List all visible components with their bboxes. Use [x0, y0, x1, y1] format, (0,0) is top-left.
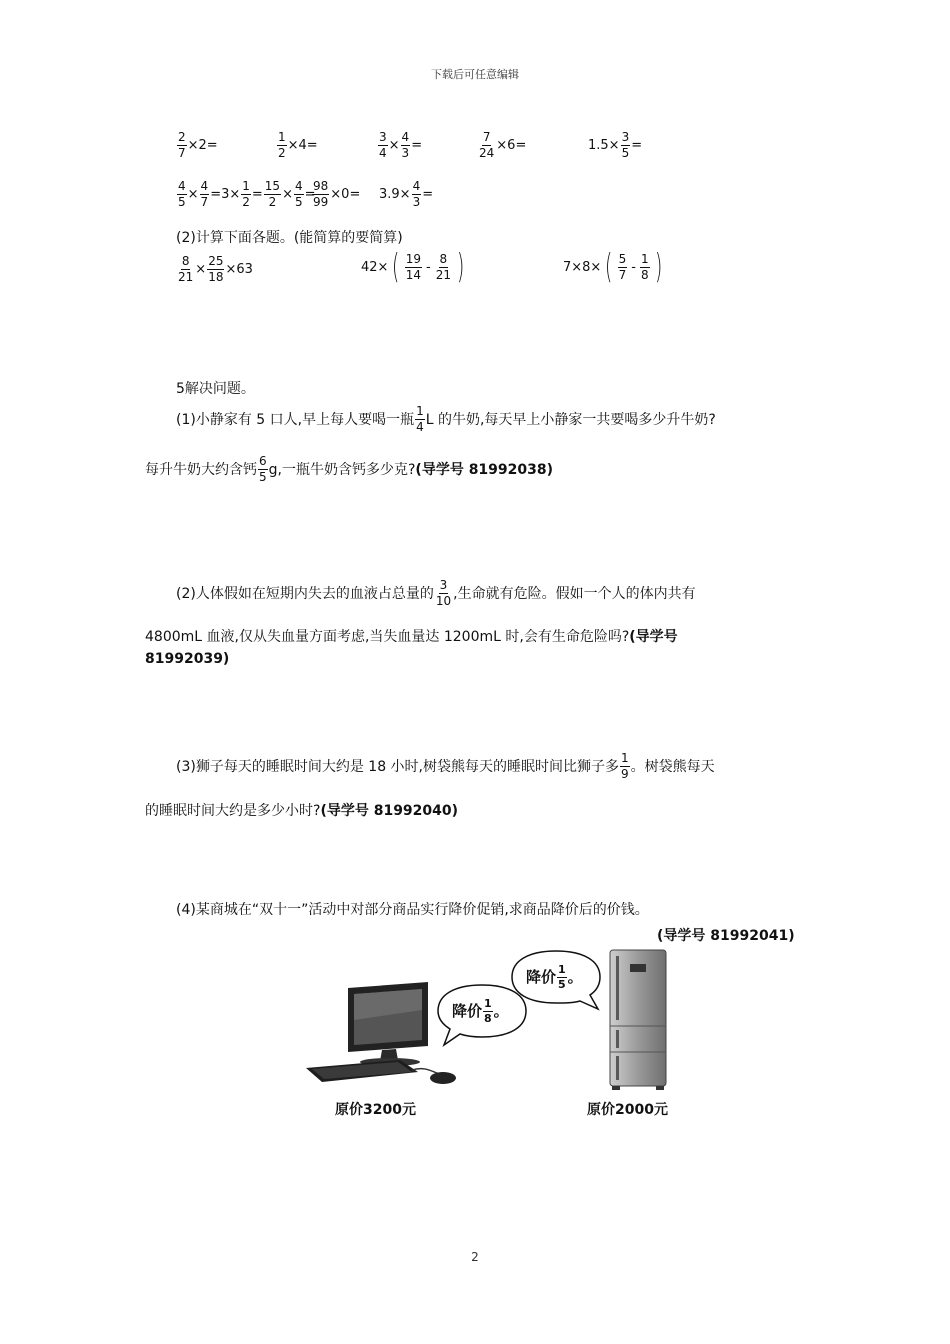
fraction: $\frac{4}{5}$	[178, 179, 186, 209]
fraction: $\frac{98}{99}$	[313, 179, 329, 209]
fraction: $\frac{1}{9}$	[621, 751, 629, 781]
problem-4-line-1: (4)某商城在“双十一”活动中对部分商品实行降价促销,求商品降价后的价钱。	[176, 902, 649, 918]
fraction: $\frac{3}{4}$	[379, 130, 387, 160]
calc-item: $\frac{7}{24}$ ×6=	[479, 130, 527, 160]
fraction: $\frac{4}{5}$	[294, 179, 303, 209]
fraction: $\frac{1}{4}$	[416, 404, 424, 434]
computer-bubble-text: 降价 $\frac{1}{8}$ 。	[452, 997, 509, 1025]
fraction: $\frac{7}{24}$	[479, 130, 495, 160]
fraction: $\frac{5}{7}$	[618, 251, 627, 282]
section-title: (2)计算下面各题。(能简算的要简算)	[176, 230, 403, 246]
problem-3-line-2: 的睡眠时间大约是多少小时?(导学号 81992040)	[145, 803, 459, 819]
problem-3-line-1: (3)狮子每天的睡眠时间大约是 18 小时,树袋熊每天的睡眠时间比狮子多 $\frac{1}{9}$ 。树袋熊每天	[176, 751, 715, 781]
fraction: $\frac{1}{8}$	[484, 997, 492, 1025]
fraction: $\frac{4}{3}$	[412, 179, 421, 209]
fraction: $\frac{19}{14}$	[405, 251, 421, 282]
calc-item: $\frac{2}{7}$ ×2=	[178, 130, 218, 160]
problem-2-line-1: (2)人体假如在短期内失去的血液占总量的 $\frac{3}{10}$ ,生命就有危险。假如一个人的体内共有	[176, 578, 696, 608]
calc-item: 7×8× ( $\frac{5}{7}$ - $\frac{1}{8}$ )	[563, 247, 662, 287]
fraction: $\frac{25}{18}$	[208, 254, 224, 284]
calc-item: 1.5× $\frac{3}{5}$ =	[588, 130, 643, 160]
refrigerator-illustration	[606, 948, 672, 1092]
calc-item: $\frac{8}{21}$ × $\frac{25}{18}$ ×63	[178, 254, 253, 284]
fraction: $\frac{1}{2}$	[242, 179, 250, 209]
calc-item: $\frac{98}{99}$ ×0=	[313, 179, 361, 209]
problem-2-line-2: 4800mL 血液,仅从失血量方面考虑,当失血量达 1200mL 时,会有生命危险吗?(导学号	[145, 629, 678, 645]
fraction: $\frac{1}{5}$	[558, 963, 566, 991]
fraction: $\frac{15}{2}$	[264, 179, 281, 209]
fraction: $\frac{3}{5}$	[621, 130, 630, 160]
computer-price-caption: 原价3200元	[335, 1102, 416, 1118]
calc-item: 42× ( $\frac{19}{14}$ - $\frac{8}{21}$ )	[361, 247, 465, 287]
fraction: $\frac{8}{21}$	[178, 254, 194, 284]
fraction: $\frac{4}{3}$	[401, 130, 410, 160]
fraction: $\frac{3}{10}$	[435, 578, 452, 608]
problem-1-line-2: 每升牛奶大约含钙 $\frac{6}{5}$ g,一瓶牛奶含钙多少克? (导学号 81992038)	[145, 454, 554, 484]
fraction: $\frac{1}{2}$	[278, 130, 286, 160]
page-header: 下载后可任意编辑	[431, 68, 519, 81]
fridge-price-caption: 原价2000元	[587, 1102, 668, 1118]
calc-item: $\frac{4}{5}$ × $\frac{4}{7}$ =3× $\frac{1}{2}$ = $\frac{15}{2}$ × $\frac{4}{5}$ =	[178, 179, 316, 209]
fraction: $\frac{1}{8}$	[640, 251, 649, 282]
fraction: $\frac{4}{7}$	[200, 179, 209, 209]
fridge-bubble-text: 降价 $\frac{1}{5}$ 。	[526, 963, 583, 991]
fraction: $\frac{2}{7}$	[178, 130, 186, 160]
calc-item: $\frac{3}{4}$ × $\frac{4}{3}$ =	[379, 130, 423, 160]
section-title: 5解决问题。	[176, 381, 255, 397]
fraction: $\frac{6}{5}$	[259, 454, 267, 484]
fraction: $\frac{8}{21}$	[435, 251, 451, 282]
page-number: 2	[471, 1250, 479, 1264]
problem-1-line-1: (1)小静家有 5 口人,早上每人要喝一瓶 $\frac{1}{4}$ L 的牛奶,每天早上小静家一共要喝多少升牛奶?	[176, 404, 716, 434]
calc-item: $\frac{1}{2}$ ×4=	[278, 130, 318, 160]
problem-2-ref: 81992039)	[145, 651, 230, 667]
calc-item: 3.9× $\frac{4}{3}$ =	[379, 179, 434, 209]
problem-4-ref: (导学号 81992041)	[657, 928, 795, 944]
